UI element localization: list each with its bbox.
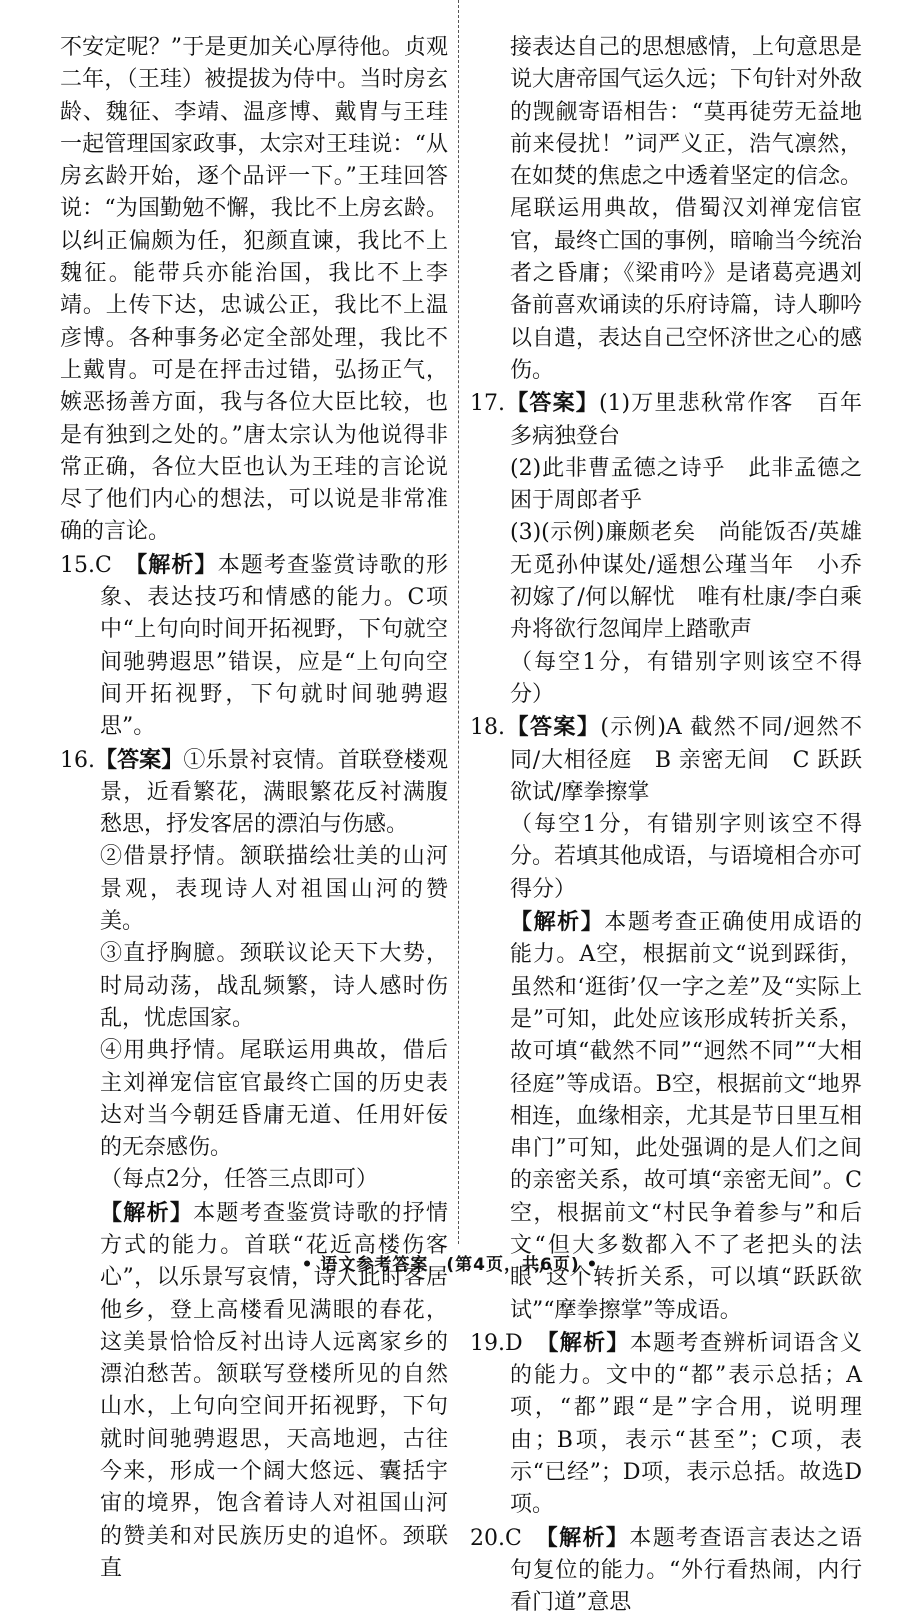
analysis-tag: 【解析】 — [546, 1524, 630, 1551]
question-18-scoring: （每空1分，有错别字则该空不得分。若填其他成语，与语境相合亦可得分） — [510, 812, 863, 902]
question-16-point-1: ①乐景衬哀情。首联登楼观景，近看繁花，满眼繁花反衬满腹愁思，抒发客居的漂泊与伤感。 — [100, 747, 448, 838]
question-16-point-4: ④用典抒情。尾联运用典故，借后主刘禅宠信宦官最终亡国的历史表达对当今朝廷昏庸无道、任用奸佞的无奈感伤。 — [100, 1038, 448, 1161]
question-15-analysis: 本题考查鉴赏诗歌的形象、表达技巧和情感的能力。C项中“上句向时间开拓视野，下句就空间驰骋遐思”错误，应是“上句向空间开拓视野，下句就时间驰骋遐思”。 — [100, 552, 448, 740]
question-17-answer-3: (3)(示例)廉颇老矣 尚能饭否/英雄无觅孙仲谋处/遥想公瑾当年 小乔初嫁了/何以解忧 唯有杜康/李白乘舟将欲行忽闻岸上踏歌声 — [510, 520, 862, 643]
question-19-number: 19.D — [470, 1330, 523, 1356]
question-20-analysis: 本题考查语言表达之语句复位的能力。“外行看热闹，内行看门道”意思 — [510, 1525, 862, 1616]
question-18-analysis-text: 本题考查正确使用成语的能力。A空，根据前文“说到踩街，虽然和‘逛街’仅一字之差”及“实际上是”可知，此处应该形成转折关系，故可填“截然不同”“迥然不同”“大相径庭”等成语。B空，根据前文“地界相连，血缘相亲，尤其是节日里互相串门”可知，此处强调的是人们之间的亲密关系，故可填“亲密无间”。C空，根据前文“村民争着参与”和后文“但大多数都入不了老把头的法眼”这个转折关系，可以填“跃跃欲试”“摩拳擦掌”等成语。 — [510, 910, 863, 1323]
passage-translation: 不安定呢？”于是更加关心厚待他。贞观二年，（王珪）被提拔为侍中。当时房玄龄、魏征、李靖、温彦博、戴胄与王珪一起管理国家政事，太宗对王珪说：“从房玄龄开始，逐个品评一下。”王珪回答说：“为国勤勉不懈，我比不上房玄龄。以纠正偏颇为任，犯颜直谏，我比不上魏征。能带兵亦能治国，我比不上李靖。上传下达，忠诚公正，我比不上温彦博。各种事务必定全部处理，我比不上戴胄。可是在抨击过错，弘扬正气，嫉恶扬善方面，我与各位大臣比较，也是有独到之处的。”唐太宗认为他说得非常正确，各位大臣也认为王珪的言论说尽了他们内心的想法，可以说是非常准确的言论。 — [60, 35, 448, 545]
right-column — [470, 32, 862, 1620]
question-16-analysis-text: 本题考查鉴赏诗歌的抒情方式的能力。首联“花近高楼伤客心”，以乐景写哀情，诗人此时客居他乡，登上高楼看见满眼的春花，这美景恰恰反衬出诗人远离家乡的漂泊愁苦。颔联写登楼所见的自然山水，上句向空间开拓视野，下句就时间驰骋遐思，天高地迥，古往今来，形成一个阔大悠远、囊括宇宙的境界，饱含着诗人对祖国山河的赞美和对民族历史的追怀。颈联直 — [100, 1200, 448, 1581]
question-18-answer: (示例)A 截然不同/迥然不同/大相径庭 B 亲密无间 C 跃跃欲试/摩拳擦掌 — [510, 715, 862, 805]
answer-tag: 【答案】 — [505, 390, 599, 417]
question-17 — [470, 387, 862, 453]
page-footer: • 语文参考答案 (第4页，共6页) • — [301, 1255, 599, 1275]
question-20-number: 20.C — [470, 1525, 522, 1551]
question-20 — [470, 1522, 862, 1620]
question-16-point-3: ③直抒胸臆。颈联议论天下大势，时局动荡，战乱频繁，诗人感时伤乱，忧虑国家。 — [100, 941, 448, 1031]
column-divider — [458, 0, 459, 1244]
answer-tag: 【答案】 — [505, 714, 601, 741]
question-16-scoring: （每点2分，任答三点即可） — [100, 1167, 378, 1193]
question-19 — [470, 1327, 862, 1522]
analysis-tag: 【解析】 — [136, 551, 218, 578]
answer-tag: 【答案】 — [95, 746, 184, 773]
question-16-number: 16. — [60, 747, 95, 773]
analysis-tag: 【解析】 — [100, 1199, 194, 1226]
question-18 — [470, 711, 862, 809]
question-17-number: 17. — [470, 391, 505, 417]
question-17-answer-1: (1)万里悲秋常作客 百年多病独登台 — [510, 391, 862, 449]
question-16 — [60, 744, 448, 842]
question-15 — [60, 549, 448, 744]
question-16-analysis-continued: 接表达自己的思想感情，上句意思是说大唐帝国气运久远；下句针对外敌的觊觎寄语相告：“莫再徒劳无益地前来侵扰！”词严义正，浩气凛然，在如焚的焦虑之中透着坚定的信念。尾联运用典故，借蜀汉刘禅宠信宦官，最终亡国的事例，暗喻当今统治者之昏庸；《梁甫吟》是诸葛亮遇刘备前喜欢诵读的乐府诗篇，诗人聊吟以自遣，表达自己空怀济世之心的感伤。 — [510, 35, 863, 383]
analysis-tag: 【解析】 — [547, 1329, 630, 1356]
analysis-tag: 【解析】 — [510, 909, 605, 936]
left-column — [60, 32, 448, 1585]
question-15-number: 15.C — [60, 552, 112, 578]
question-17-answer-2: (2)此非曹孟德之诗乎 此非孟德之困于周郎者乎 — [510, 455, 862, 514]
question-18-number: 18. — [470, 715, 505, 741]
question-16-point-2: ②借景抒情。颔联描绘壮美的山河景观，表现诗人对祖国山河的赞美。 — [100, 844, 448, 935]
question-17-scoring: （每空1分，有错别字则该空不得分） — [510, 649, 862, 707]
question-19-analysis: 本题考查辨析词语含义的能力。文中的“都”表示总括；A项，“都”跟“是”字合用，说明理由；B项，表示“甚至”；C项，表示“已经”；D项，表示总括。故选D项。 — [510, 1330, 862, 1518]
